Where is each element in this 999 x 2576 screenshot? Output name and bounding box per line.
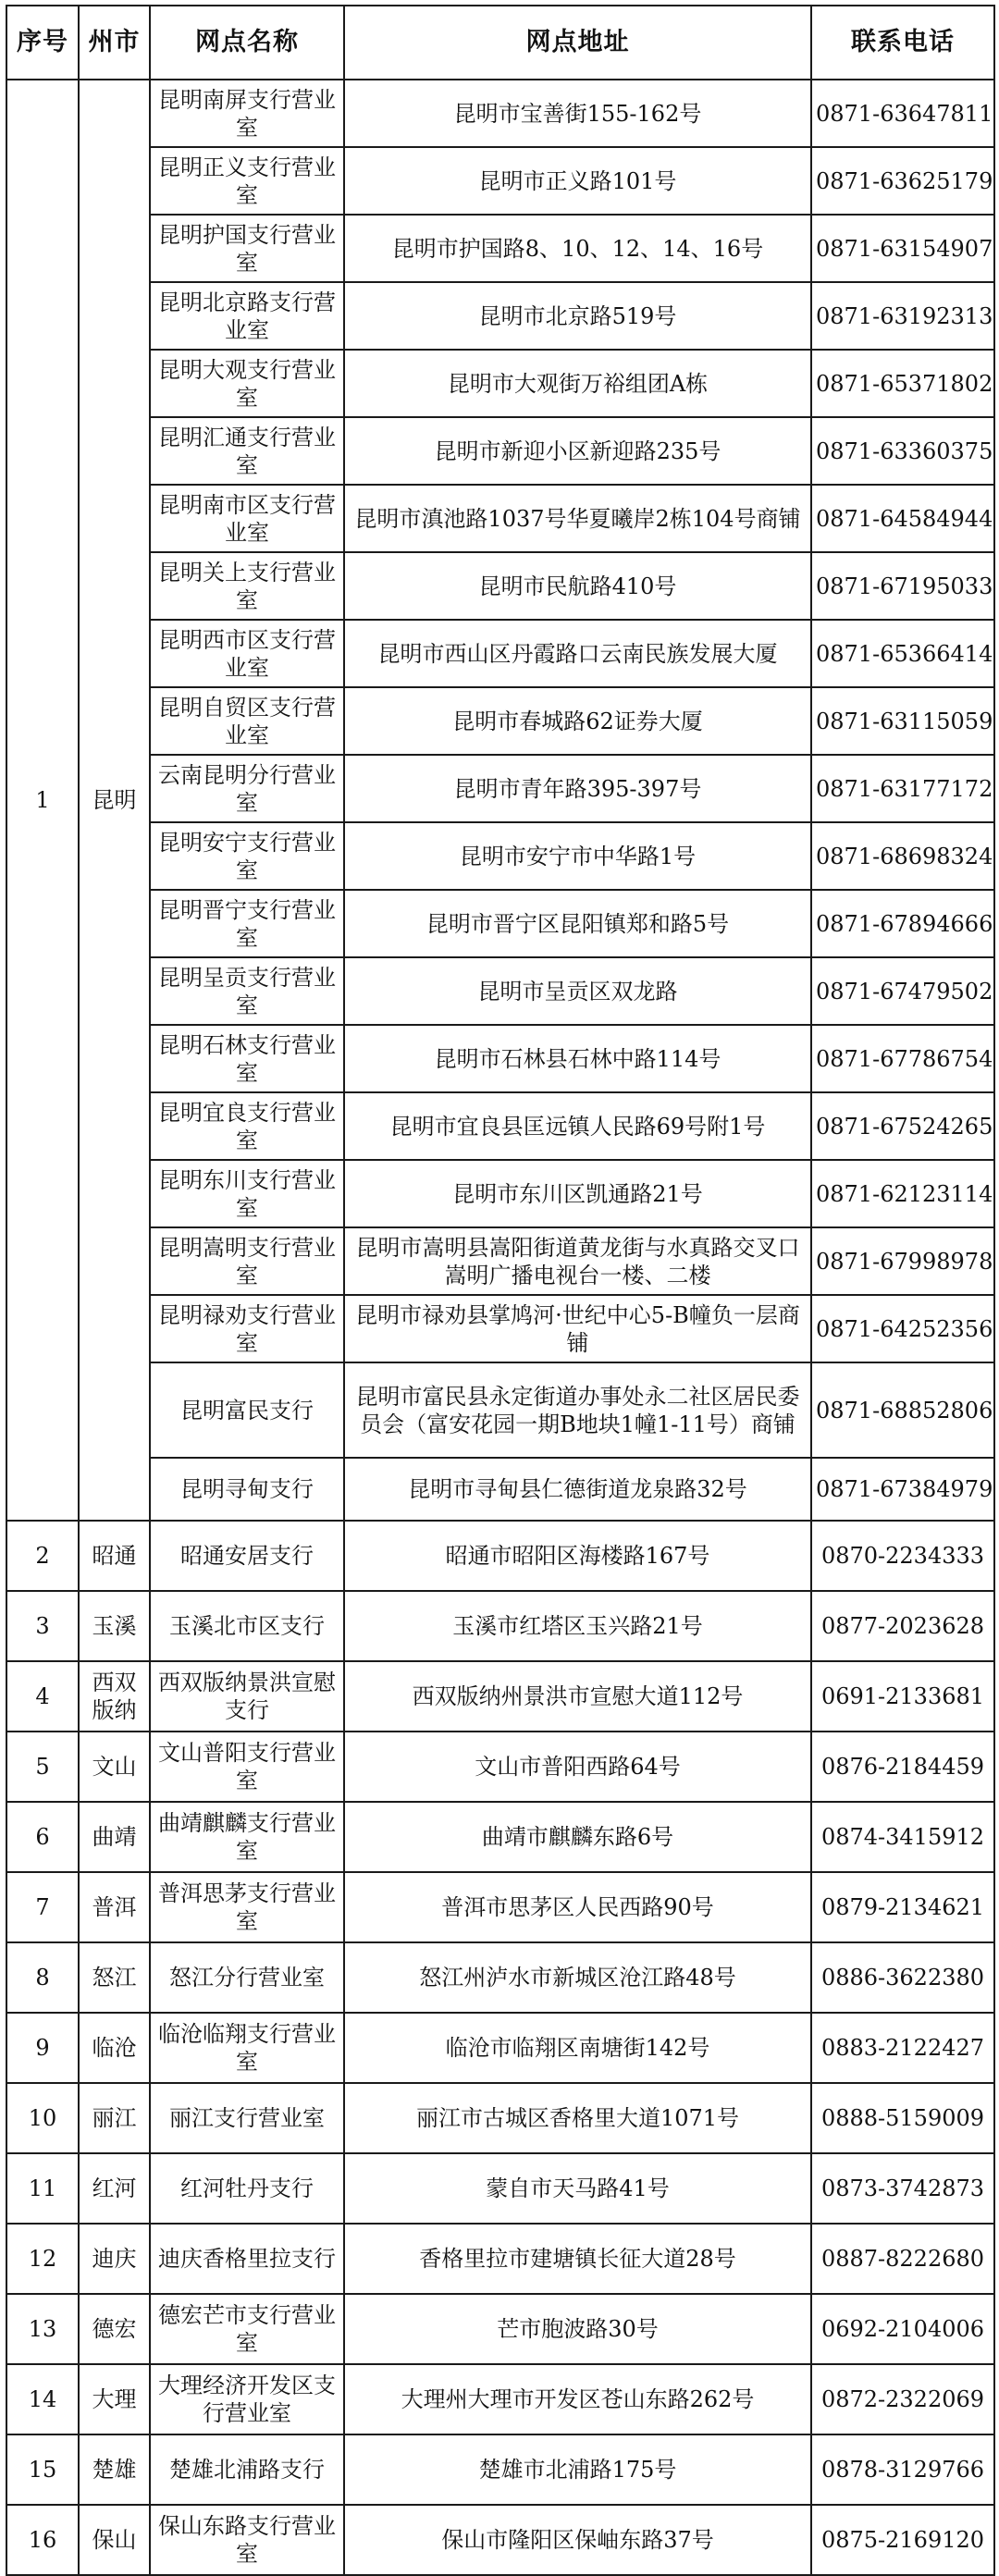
phone-cell: 0886-3622380: [811, 1942, 994, 2013]
phone-cell: 0871-67524265: [811, 1092, 994, 1160]
seq-cell: 10: [6, 2083, 79, 2153]
phone-cell: 0887-8222680: [811, 2224, 994, 2294]
phone-cell: 0878-3129766: [811, 2434, 994, 2505]
branch-address-cell: 昆明市呈贡区双龙路: [344, 957, 811, 1025]
phone-cell: 0871-67479502: [811, 957, 994, 1025]
seq-cell: 14: [6, 2364, 79, 2434]
header-branch-address: 网点地址: [344, 6, 811, 80]
phone-cell: 0871-63154907: [811, 215, 994, 282]
table-row: [6, 1227, 994, 1295]
branch-address-cell: 昆明市春城路62证券大厦: [344, 687, 811, 755]
header-phone: 联系电话: [811, 6, 994, 80]
table-row: [6, 1458, 994, 1521]
seq-cell: 9: [6, 2013, 79, 2083]
table-row: [6, 2224, 994, 2294]
phone-cell: 0872-2322069: [811, 2364, 994, 2434]
seq-cell: 16: [6, 2505, 79, 2575]
branch-address-cell: 临沧市临翔区南塘街142号: [344, 2013, 811, 2083]
branch-name-cell: 昆明嵩明支行营业室: [150, 1227, 344, 1295]
branch-address-cell: 昆明市安宁市中华路1号: [344, 822, 811, 890]
header-row: [6, 6, 994, 80]
branch-name-cell: 曲靖麒麟支行营业室: [150, 1802, 344, 1872]
seq-cell: 13: [6, 2294, 79, 2364]
branch-name-cell: 昆明正义支行营业室: [150, 147, 344, 215]
seq-cell: 2: [6, 1521, 79, 1591]
table-row: [6, 1295, 994, 1362]
phone-cell: 0877-2023628: [811, 1591, 994, 1661]
branch-name-cell: 昆明自贸区支行营业室: [150, 687, 344, 755]
branch-name-cell: 昆明南市区支行营业室: [150, 485, 344, 552]
table-row: [6, 552, 994, 620]
table-row: [6, 80, 994, 147]
phone-cell: 0871-63647811: [811, 80, 994, 147]
branch-address-cell: 昆明市西山区丹霞路口云南民族发展大厦: [344, 620, 811, 687]
branch-address-cell: 昆明市宜良县匡远镇人民路69号附1号: [344, 1092, 811, 1160]
city-cell: 迪庆: [79, 2224, 150, 2294]
branch-address-cell: 昆明市护国路8、10、12、14、16号: [344, 215, 811, 282]
branch-address-cell: 文山市普阳西路64号: [344, 1732, 811, 1802]
table-row: [6, 1732, 994, 1802]
phone-cell: 0871-65371802: [811, 350, 994, 417]
branch-name-cell: 昆明富民支行: [150, 1362, 344, 1458]
city-cell: 怒江: [79, 1942, 150, 2013]
phone-cell: 0871-62123114: [811, 1160, 994, 1227]
phone-cell: 0888-5159009: [811, 2083, 994, 2153]
city-cell: 昭通: [79, 1521, 150, 1591]
phone-cell: 0871-67195033: [811, 552, 994, 620]
phone-cell: 0871-67786754: [811, 1025, 994, 1092]
branch-name-cell: 云南昆明分行营业室: [150, 755, 344, 822]
branch-table: [6, 5, 995, 2576]
seq-cell: 7: [6, 1872, 79, 1942]
branch-name-cell: 大理经济开发区支行营业室: [150, 2364, 344, 2434]
table-row: [6, 1521, 994, 1591]
phone-cell: 0871-68698324: [811, 822, 994, 890]
branch-name-cell: 昆明呈贡支行营业室: [150, 957, 344, 1025]
branch-name-cell: 文山普阳支行营业室: [150, 1732, 344, 1802]
city-cell: 文山: [79, 1732, 150, 1802]
phone-cell: 0871-63192313: [811, 282, 994, 350]
phone-cell: 0871-65366414: [811, 620, 994, 687]
branch-address-cell: 昆明市禄劝县掌鸠河·世纪中心5-B幢负一层商铺: [344, 1295, 811, 1362]
table-row: [6, 1872, 994, 1942]
branch-name-cell: 昆明关上支行营业室: [150, 552, 344, 620]
city-cell: 德宏: [79, 2294, 150, 2364]
branch-address-cell: 昆明市宝善街155-162号: [344, 80, 811, 147]
table-row: [6, 147, 994, 215]
branch-name-cell: 昆明大观支行营业室: [150, 350, 344, 417]
branch-address-cell: 昆明市民航路410号: [344, 552, 811, 620]
table-row: [6, 1025, 994, 1092]
table-row: [6, 1942, 994, 2013]
branch-address-cell: 昆明市石林县石林中路114号: [344, 1025, 811, 1092]
seq-cell: 4: [6, 1661, 79, 1732]
branch-address-cell: 玉溪市红塔区玉兴路21号: [344, 1591, 811, 1661]
branch-address-cell: 楚雄市北浦路175号: [344, 2434, 811, 2505]
seq-cell: 15: [6, 2434, 79, 2505]
branch-name-cell: 昆明西市区支行营业室: [150, 620, 344, 687]
branch-name-cell: 丽江支行营业室: [150, 2083, 344, 2153]
branch-name-cell: 昭通安居支行: [150, 1521, 344, 1591]
table-row: [6, 2434, 994, 2505]
branch-name-cell: 昆明寻甸支行: [150, 1458, 344, 1521]
seq-cell: 6: [6, 1802, 79, 1872]
branch-name-cell: 昆明北京路支行营业室: [150, 282, 344, 350]
branch-name-cell: 怒江分行营业室: [150, 1942, 344, 2013]
branch-address-cell: 曲靖市麒麟东路6号: [344, 1802, 811, 1872]
table-row: [6, 2294, 994, 2364]
phone-cell: 0871-63115059: [811, 687, 994, 755]
table-row: [6, 755, 994, 822]
seq-cell: 8: [6, 1942, 79, 2013]
branch-address-cell: 昆明市北京路519号: [344, 282, 811, 350]
branch-name-cell: 保山东路支行营业室: [150, 2505, 344, 2575]
phone-cell: 0871-64252356: [811, 1295, 994, 1362]
phone-cell: 0871-64584944: [811, 485, 994, 552]
branch-address-cell: 丽江市古城区香格里大道1071号: [344, 2083, 811, 2153]
table-row: [6, 2364, 994, 2434]
phone-cell: 0871-67384979: [811, 1458, 994, 1521]
table-row: [6, 1160, 994, 1227]
branch-name-cell: 普洱思茅支行营业室: [150, 1872, 344, 1942]
table-row: [6, 1661, 994, 1732]
table-row: [6, 2153, 994, 2224]
table-row: [6, 2505, 994, 2575]
table-row: [6, 215, 994, 282]
table-row: [6, 485, 994, 552]
table-row: [6, 1802, 994, 1872]
branch-name-cell: 昆明东川支行营业室: [150, 1160, 344, 1227]
phone-cell: 0871-63177172: [811, 755, 994, 822]
table-row: [6, 890, 994, 957]
branch-address-cell: 蒙自市天马路41号: [344, 2153, 811, 2224]
phone-cell: 0876-2184459: [811, 1732, 994, 1802]
branch-address-cell: 昆明市大观街万裕组团A栋: [344, 350, 811, 417]
phone-cell: 0874-3415912: [811, 1802, 994, 1872]
phone-cell: 0691-2133681: [811, 1661, 994, 1732]
branch-address-cell: 昆明市富民县永定街道办事处永二社区居民委员会（富安花园一期B地块1幢1-11号）商铺: [344, 1362, 811, 1458]
city-cell: 红河: [79, 2153, 150, 2224]
branch-name-cell: 昆明南屏支行营业室: [150, 80, 344, 147]
phone-cell: 0883-2122427: [811, 2013, 994, 2083]
branch-name-cell: 昆明晋宁支行营业室: [150, 890, 344, 957]
table-row: [6, 282, 994, 350]
phone-cell: 0879-2134621: [811, 1872, 994, 1942]
branch-address-cell: 昆明市滇池路1037号华夏曦岸2栋104号商铺: [344, 485, 811, 552]
branch-address-cell: 昆明市东川区凯通路21号: [344, 1160, 811, 1227]
branch-address-cell: 昆明市青年路395-397号: [344, 755, 811, 822]
table-row: [6, 1092, 994, 1160]
phone-cell: 0871-68852806: [811, 1362, 994, 1458]
branch-name-cell: 红河牡丹支行: [150, 2153, 344, 2224]
branch-address-cell: 昆明市晋宁区昆阳镇郑和路5号: [344, 890, 811, 957]
branch-address-cell: 西双版纳州景洪市宣慰大道112号: [344, 1661, 811, 1732]
branch-address-cell: 昆明市正义路101号: [344, 147, 811, 215]
table-row: [6, 2083, 994, 2153]
table-row: [6, 620, 994, 687]
branch-address-cell: 昆明市寻甸县仁德街道龙泉路32号: [344, 1458, 811, 1521]
header-branch-name: 网点名称: [150, 6, 344, 80]
branch-name-cell: 西双版纳景洪宣慰支行: [150, 1661, 344, 1732]
branch-address-cell: 普洱市思茅区人民西路90号: [344, 1872, 811, 1942]
branch-name-cell: 昆明护国支行营业室: [150, 215, 344, 282]
seq-cell: 11: [6, 2153, 79, 2224]
phone-cell: 0871-67998978: [811, 1227, 994, 1295]
branch-name-cell: 德宏芒市支行营业室: [150, 2294, 344, 2364]
table-row: [6, 687, 994, 755]
phone-cell: 0871-67894666: [811, 890, 994, 957]
phone-cell: 0871-63360375: [811, 417, 994, 485]
branch-name-cell: 昆明宜良支行营业室: [150, 1092, 344, 1160]
branch-name-cell: 临沧临翔支行营业室: [150, 2013, 344, 2083]
city-cell: 保山: [79, 2505, 150, 2575]
branch-name-cell: 昆明石林支行营业室: [150, 1025, 344, 1092]
city-cell: 西双版纳: [79, 1661, 150, 1732]
phone-cell: 0873-3742873: [811, 2153, 994, 2224]
table-row: [6, 2013, 994, 2083]
branch-name-cell: 昆明汇通支行营业室: [150, 417, 344, 485]
city-cell: 大理: [79, 2364, 150, 2434]
branch-name-cell: 楚雄北浦路支行: [150, 2434, 344, 2505]
branch-address-cell: 昭通市昭阳区海楼路167号: [344, 1521, 811, 1591]
branch-address-cell: 怒江州泸水市新城区沧江路48号: [344, 1942, 811, 2013]
branch-name-cell: 迪庆香格里拉支行: [150, 2224, 344, 2294]
table-row: [6, 1362, 994, 1458]
table-row: [6, 1591, 994, 1661]
header-city: 州市: [79, 6, 150, 80]
city-cell: 玉溪: [79, 1591, 150, 1661]
branch-address-cell: 保山市隆阳区保岫东路37号: [344, 2505, 811, 2575]
phone-cell: 0870-2234333: [811, 1521, 994, 1591]
table-row: [6, 417, 994, 485]
branch-address-cell: 昆明市嵩明县嵩阳街道黄龙街与水真路交叉口嵩明广播电视台一楼、二楼: [344, 1227, 811, 1295]
branch-address-cell: 香格里拉市建塘镇长征大道28号: [344, 2224, 811, 2294]
table-row: [6, 957, 994, 1025]
table-row: [6, 822, 994, 890]
city-cell: 昆明: [79, 80, 150, 1521]
seq-cell: 3: [6, 1591, 79, 1661]
seq-cell: 5: [6, 1732, 79, 1802]
city-cell: 楚雄: [79, 2434, 150, 2505]
branch-name-cell: 昆明安宁支行营业室: [150, 822, 344, 890]
branch-address-cell: 昆明市新迎小区新迎路235号: [344, 417, 811, 485]
seq-cell: 12: [6, 2224, 79, 2294]
city-cell: 曲靖: [79, 1802, 150, 1872]
branch-address-cell: 大理州大理市开发区苍山东路262号: [344, 2364, 811, 2434]
phone-cell: 0692-2104006: [811, 2294, 994, 2364]
seq-cell: 1: [6, 80, 79, 1521]
phone-cell: 0875-2169120: [811, 2505, 994, 2575]
city-cell: 临沧: [79, 2013, 150, 2083]
header-seq: 序号: [6, 6, 79, 80]
city-cell: 普洱: [79, 1872, 150, 1942]
table-row: [6, 350, 994, 417]
phone-cell: 0871-63625179: [811, 147, 994, 215]
city-cell: 丽江: [79, 2083, 150, 2153]
branch-address-cell: 芒市胞波路30号: [344, 2294, 811, 2364]
branch-name-cell: 昆明禄劝支行营业室: [150, 1295, 344, 1362]
branch-name-cell: 玉溪北市区支行: [150, 1591, 344, 1661]
